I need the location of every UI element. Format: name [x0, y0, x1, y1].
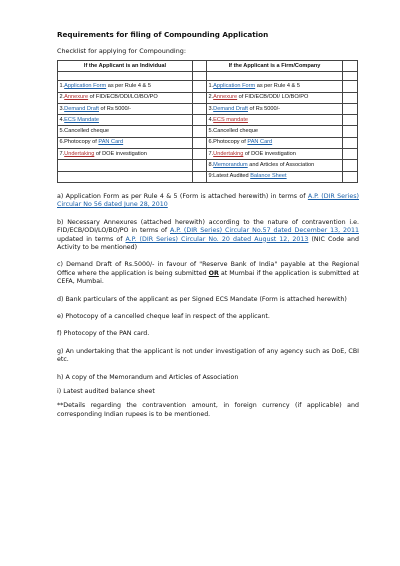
checklist-link[interactable]: Undertaking [213, 150, 244, 157]
firm-item [207, 137, 343, 148]
spacer-cell [193, 137, 207, 148]
firm-item [207, 171, 343, 182]
firm-item [207, 81, 343, 92]
checklist-link[interactable]: Application Form [64, 82, 107, 89]
item-text: of Rs 5000/- [99, 105, 132, 112]
note-b: b) Necessary Annexures (attached herewith) according to the nature of contravention i.e. FID/ECB/ODI/LO/BO/PO in terms of A.P. (DIR Series) Circular No.57 dated December 13, 2011 updated in terms of A.P. (DIR Series) Circular No. 20 dated August 12, 2013 (NIC Code and Activity to be mentioned) [57, 218, 359, 251]
checklist-link[interactable]: Annexure [213, 94, 238, 101]
checklist-link[interactable]: Memorandum [213, 162, 248, 169]
checklist-row [58, 160, 358, 171]
individual-item [58, 149, 193, 160]
checklist-row [58, 81, 358, 92]
item-number: 4. [208, 116, 214, 123]
item-text: as per Rule 4 & 5 [106, 82, 151, 89]
firm-item [207, 160, 343, 171]
item-number: 6. [59, 139, 65, 146]
blank-cell [193, 72, 207, 81]
individual-item [58, 115, 193, 126]
individual-item [58, 103, 193, 114]
spacer-cell [193, 115, 207, 126]
blank-cell [58, 72, 193, 81]
blank-cell [207, 72, 343, 81]
item-text: of Rs 5000/- [248, 105, 281, 112]
item-text: Latest Audited [213, 173, 251, 180]
checklist-link[interactable]: ECS mandate [213, 116, 248, 123]
item-text: of DOE investigation [243, 150, 296, 157]
note-a: a) Application Form as per Rule 4 & 5 (Form is attached herewith) in terms of A.P. (DIR Series) Circular No 56 dated June 28, 2010 [57, 192, 359, 209]
checklist-table [57, 60, 358, 183]
checklist-link[interactable]: Annexure [64, 94, 89, 101]
page-title: Requirements for filing of Compounding Application [57, 30, 269, 39]
note-footnote: **Details regarding the contravention amount, in foreign currency (if applicable) and corresponding Indian rupees is to be mentioned. [57, 402, 359, 418]
item-number: 2. [59, 94, 65, 101]
item-number: 1. [208, 82, 214, 89]
spacer-cell [193, 81, 207, 92]
spacer-cell [343, 149, 358, 160]
item-text: of DOE investigation [94, 150, 147, 157]
note-d: d) Bank particulars of the applicant as per Signed ECS Mandate (Form is attached herewith) [57, 295, 347, 303]
checklist-table-body [58, 61, 358, 183]
checklist-row [58, 137, 358, 148]
spacer-cell [193, 126, 207, 137]
notes-section [57, 193, 359, 419]
checklist-row [58, 149, 358, 160]
checklist-link[interactable]: Demand Draft [64, 105, 99, 112]
spacer-cell [343, 115, 358, 126]
spacer-cell [343, 81, 358, 92]
individual-item [58, 160, 193, 171]
checklist-link[interactable]: PAN Card [247, 139, 273, 146]
checklist-row [58, 92, 358, 103]
firm-item [207, 103, 343, 114]
firm-item [207, 149, 343, 160]
circular-57-link[interactable]: A.P. (DIR Series) Circular No.57 dated December 13, 2011 [170, 227, 359, 235]
spacer-cell [343, 137, 358, 148]
note-f: f) Photocopy of the PAN card. [57, 330, 150, 338]
spacer-cell [193, 171, 207, 182]
item-number: 3. [208, 105, 214, 112]
note-e: e) Photocopy of a cancelled cheque leaf in respect of the applicant. [57, 313, 270, 321]
circular-20-link[interactable]: A.P. (DIR Series) Circular No. 20 dated August 12, 2013 [125, 235, 309, 243]
blank-cell [343, 72, 358, 81]
note-i: i) Latest audited balance sheet [57, 388, 155, 396]
firm-item [207, 92, 343, 103]
spacer-cell [343, 160, 358, 171]
individual-item [58, 92, 193, 103]
item-number: 5. [208, 128, 214, 135]
item-number: 2. [208, 94, 214, 101]
item-text: and Articles of Association [247, 162, 315, 169]
item-number: 1. [59, 82, 65, 89]
item-text: Cancelled cheque [213, 128, 258, 135]
checklist-row [58, 126, 358, 137]
item-text: of FID/ECB/ODI/LO/BO/PO [88, 94, 158, 101]
table-blank-row [58, 72, 358, 81]
item-text: Photocopy of [213, 139, 248, 146]
individual-item [58, 137, 193, 148]
note-h: h) A copy of the Memorandum and Articles of Association [57, 373, 239, 381]
item-text: Cancelled cheque [64, 128, 109, 135]
checklist-link[interactable]: Undertaking [64, 150, 95, 157]
item-number: 7. [208, 150, 214, 157]
spacer-cell [343, 92, 358, 103]
item-text: as per Rule 4 & 5 [255, 82, 300, 89]
checklist-link[interactable]: Application Form [213, 82, 256, 89]
item-number: 8. [208, 162, 214, 169]
individual-item [58, 171, 193, 182]
individual-item [58, 126, 193, 137]
checklist-link[interactable]: PAN Card [98, 139, 124, 146]
item-number: 3. [59, 105, 65, 112]
checklist-row [58, 115, 358, 126]
checklist-row [58, 171, 358, 182]
checklist-row [58, 103, 358, 114]
checklist-link[interactable]: ECS Mandate [64, 116, 99, 123]
spacer-cell [193, 160, 207, 171]
item-text: Photocopy of [64, 139, 99, 146]
header-firm: If the Applicant is a Firm/Company [207, 61, 343, 72]
spacer-cell [343, 171, 358, 182]
spacer-cell [343, 126, 358, 137]
checklist-link[interactable]: Balance Sheet [250, 173, 287, 180]
spacer-cell [193, 149, 207, 160]
item-number: 9: [208, 173, 214, 180]
spacer-cell [343, 103, 358, 114]
checklist-subtitle: Checklist for applying for Compounding: [57, 47, 186, 55]
header-spacer [343, 61, 358, 72]
firm-item [207, 126, 343, 137]
header-individual: If the Applicant is an Individual [58, 61, 193, 72]
document-page [57, 26, 363, 428]
item-text: of FID/ECB/ODI/ LO/BO/PO [237, 94, 309, 101]
spacer-cell [193, 103, 207, 114]
circular-56-link[interactable]: A.P. (DIR Series) Circular No 56 dated June 28, 2010 [57, 192, 359, 209]
note-g: g) An undertaking that the applicant is not under investigation of any agency such as DoE, CBI etc. [57, 347, 359, 364]
spacer-cell [193, 92, 207, 103]
item-number: 7. [59, 150, 65, 157]
or-emphasis: OR [208, 269, 219, 277]
individual-item [58, 81, 193, 92]
header-spacer [193, 61, 207, 72]
table-header-row [58, 61, 358, 72]
item-number: 4. [59, 116, 65, 123]
item-number: 6. [208, 139, 214, 146]
firm-item [207, 115, 343, 126]
note-c: c) Demand Draft of Rs.5000/- in favour of "Reserve Bank of India" payable at the Regional Office where the application is being submitted OR at Mumbai if the application is submitted at CEFA, Mumbai. [57, 261, 359, 286]
checklist-link[interactable]: Demand Draft [213, 105, 248, 112]
item-number: 5. [59, 128, 65, 135]
